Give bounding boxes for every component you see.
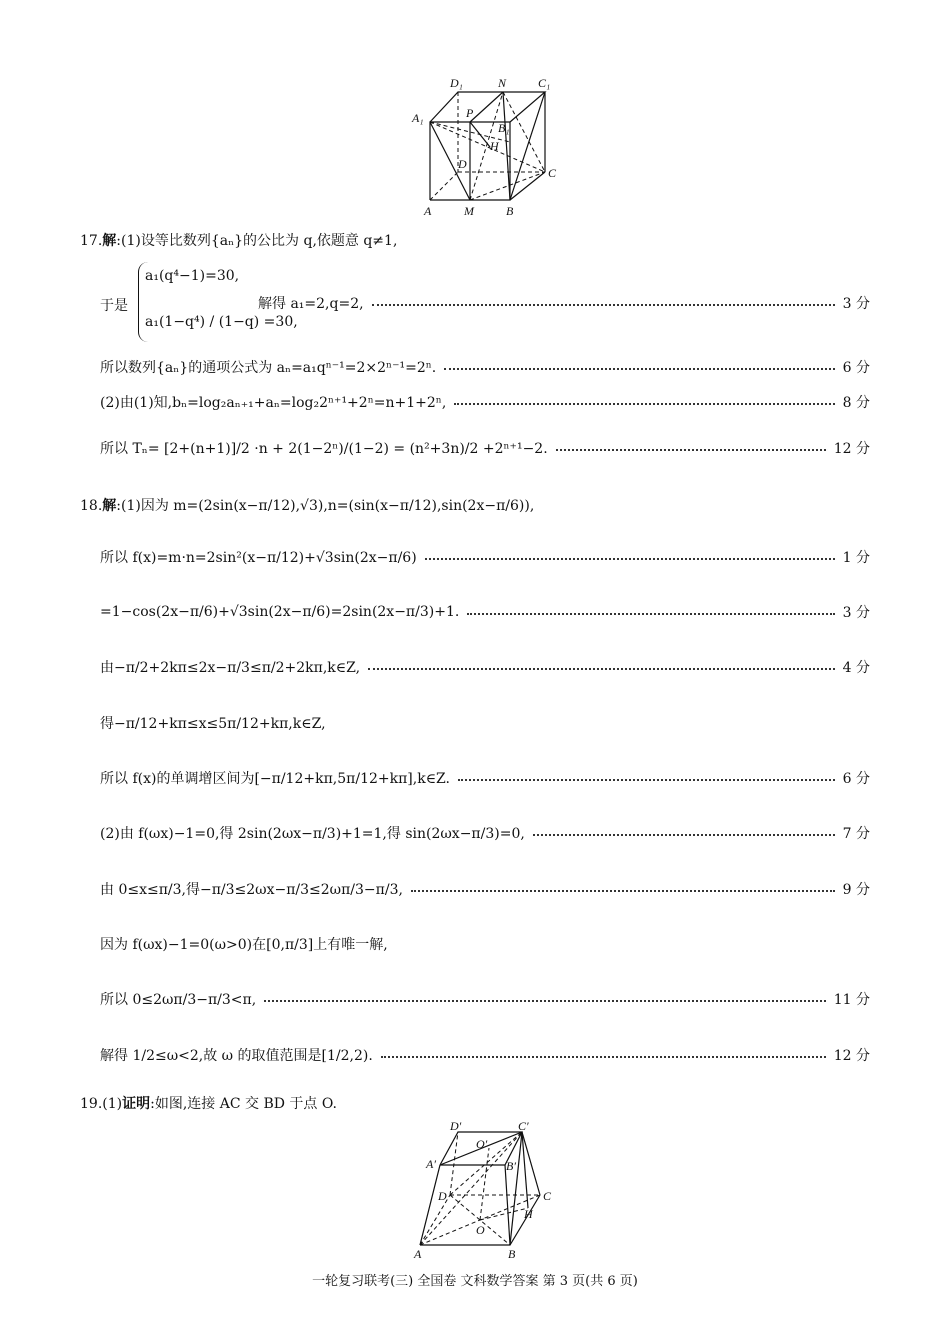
label-O: O <box>476 1223 485 1237</box>
solution-text: 得−π/12+kπ≤x≤5π/12+kπ,k∈Z, <box>100 716 326 732</box>
q18-line-7 <box>100 877 870 901</box>
leader-dots <box>454 403 834 405</box>
label-P: P <box>466 106 474 120</box>
label-D: D <box>438 1189 447 1203</box>
label-D: D <box>458 157 467 171</box>
label-B: B <box>508 1247 516 1260</box>
q17-sys-line1: a₁(q⁴−1)=30, <box>145 268 240 284</box>
page-footer: 一轮复习联考(三) 全国卷 文科数学答案 第 3 页(共 6 页) <box>312 1274 638 1289</box>
leader-dots <box>444 368 834 370</box>
q17-heading: 17.解:(1)设等比数列{aₙ}的公比为 q,依题意 q≠1, <box>80 233 398 249</box>
q18-line-2 <box>100 600 870 624</box>
score-mark: 11 分 <box>833 992 870 1008</box>
q18-line-8 <box>100 932 870 956</box>
solution-text: 解得 1/2≤ω<2,故 ω 的取值范围是[1/2,2). <box>100 1048 373 1064</box>
solution-text: 由−π/2+2kπ≤2x−π/3≤π/2+2kπ,k∈Z, <box>100 660 361 676</box>
leader-dots <box>411 890 835 892</box>
label-A1: A₁ <box>412 111 424 125</box>
solution-text: (2)由 f(ωx)−1=0,得 2sin(2ωx−π/3)+1=1,得 sin(2ωx−π/3)=0, <box>100 826 525 842</box>
leader-dots <box>381 1056 826 1058</box>
leader-dots <box>372 304 835 306</box>
score-mark: 9 分 <box>842 882 870 898</box>
label-H: H <box>490 139 499 153</box>
score-mark: 1 分 <box>842 550 870 566</box>
q18-line-9 <box>100 987 870 1011</box>
score-mark: 12 分 <box>833 1048 870 1064</box>
leader-dots <box>533 834 835 836</box>
label-D1: D₁ <box>450 76 463 90</box>
label-H: H <box>524 1207 533 1221</box>
leader-dots <box>467 613 834 615</box>
score-mark: 6 分 <box>842 771 870 787</box>
leader-dots <box>264 1000 826 1002</box>
q19-heading: 19.(1)证明:如图,连接 AC 交 BD 于点 O. <box>80 1096 337 1112</box>
leader-dots <box>458 779 835 781</box>
leader-dots <box>368 668 835 670</box>
figure-frustum <box>410 1120 570 1260</box>
score-mark: 4 分 <box>842 660 870 676</box>
label-A: A <box>424 204 432 218</box>
label-A: A <box>414 1247 422 1260</box>
solution-text: 所以 f(x)=m·n=2sin²(x−π/12)+√3sin(2x−π/6) <box>100 550 417 566</box>
figure-cube <box>410 72 570 220</box>
label-A-prime: A′ <box>426 1157 436 1171</box>
label-C: C <box>548 166 557 180</box>
solution-text: 因为 f(ωx)−1=0(ω>0)在[0,π/3]上有唯一解, <box>100 937 388 953</box>
solution-text: 所以 0≤2ωπ/3−π/3<π, <box>100 992 257 1008</box>
label-B1: B₁ <box>498 121 510 135</box>
label-C1: C₁ <box>538 76 551 90</box>
label-M: M <box>464 204 474 218</box>
solution-text: 由 0≤x≤π/3,得−π/3≤2ωx−π/3≤2ωπ/3−π/3, <box>100 882 403 898</box>
q18-line-5 <box>100 766 870 790</box>
label-C-prime: C′ <box>518 1120 529 1133</box>
q18-line-4 <box>100 711 870 735</box>
q17-line-3: (2)由(1)知,bₙ=log₂aₙ₊₁+aₙ=log₂2ⁿ⁺¹+2ⁿ=n+1+2ⁿ, 8 分 <box>100 395 870 411</box>
q18-line-1 <box>100 545 870 569</box>
q17-line-2: 所以数列{aₙ}的通项公式为 aₙ=a₁qⁿ⁻¹=2×2ⁿ⁻¹=2ⁿ. 6 分 <box>100 360 870 376</box>
q17-sys-line2: a₁(1−q⁴) / (1−q) =30, <box>145 314 298 330</box>
score-mark: 3 分 <box>842 605 870 621</box>
q17-sys-solve: 解得 a₁=2,q=2, 3 分 <box>258 296 870 312</box>
solution-text: 所以 f(x)的单调增区间为[−π/12+kπ,5π/12+kπ],k∈Z. <box>100 771 450 787</box>
label-O-prime: O′ <box>476 1137 488 1151</box>
q18-line-3 <box>100 655 870 679</box>
q17-line-4: 所以 Tₙ= [2+(n+1)]/2 ·n + 2(1−2ⁿ)/(1−2) = (n²+3n)/2 +2ⁿ⁺¹−2. 12 分 <box>100 441 870 457</box>
solution-text: =1−cos(2x−π/6)+√3sin(2x−π/6)=2sin(2x−π/3)+1. <box>100 604 460 620</box>
leader-dots <box>425 558 835 560</box>
leader-dots <box>556 449 826 451</box>
q18-line-6 <box>100 821 870 845</box>
q18-heading: 18.解:(1)因为 m=(2sin(x−π/12),√3),n=(sin(x−π/12),sin(2x−π/6)), <box>80 498 535 514</box>
label-D-prime: D′ <box>450 1120 462 1133</box>
label-B-prime: B′ <box>506 1159 516 1173</box>
label-C: C <box>543 1189 552 1203</box>
label-N: N <box>498 76 507 90</box>
score-mark: 7 分 <box>842 826 870 842</box>
label-B: B <box>506 204 514 218</box>
q18-line-10 <box>100 1043 870 1067</box>
q17-sys-prefix: 于是 <box>100 298 128 314</box>
